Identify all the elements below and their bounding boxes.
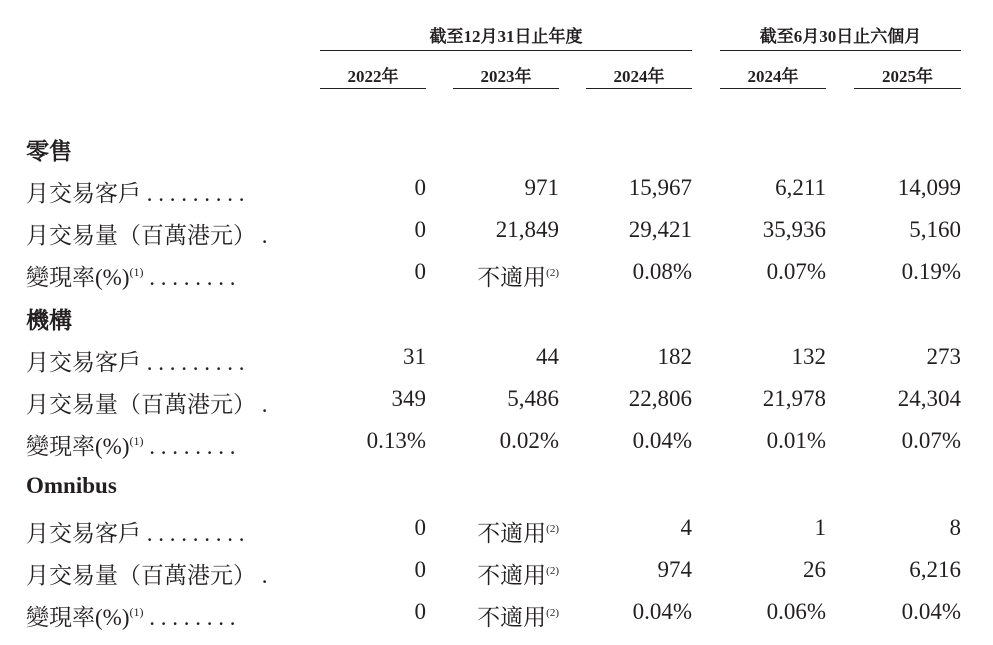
table-cell [898,386,961,412]
table-cell [536,344,559,370]
year-header-1: 2022年 [347,67,399,86]
cell-value: 15,967 [628,175,692,200]
table-cell [477,557,559,590]
table-cell [477,515,559,548]
cell-value: 21,849 [495,217,559,242]
cell-value: 0.08% [632,259,692,284]
year-header-2: 2023年 [480,67,532,86]
table-cell [767,259,826,285]
section-title: 機構 [26,308,72,333]
row-label-text: 月交易量（百萬港元） [26,392,256,417]
row-label-text: 變現率(%) [26,605,130,630]
dot-leader: . [256,392,268,417]
row-label-text: 月交易客戶 [26,350,141,375]
row-label-text: 月交易量（百萬港元） [26,223,256,248]
cell-value: 0 [414,599,426,624]
cell-value: 0.07% [901,428,961,453]
table-cell [902,428,961,454]
table-cell [909,557,961,583]
table-cell [415,599,427,625]
cell-value: 5,160 [909,217,961,242]
year-header-5-rule [854,88,961,89]
cell-value: 182 [657,344,692,369]
footnote-ref: (1) [129,265,144,279]
cell-value: 0.04% [632,599,692,624]
footnote-ref: (1) [129,605,144,619]
row-label [26,386,268,419]
table-cell [629,217,692,243]
cell-value: 0.13% [366,428,426,453]
cell-value: 0 [414,515,426,540]
footnote-ref: (2) [546,267,559,279]
cell-value: 0.07% [766,259,826,284]
cell-value: 971 [524,175,559,200]
table-cell [803,557,826,583]
cell-value: 974 [657,557,692,582]
table-cell [658,557,693,583]
cell-value: 5,486 [507,386,559,411]
table-cell [902,599,961,625]
row-label [26,557,268,590]
table-cell [767,599,826,625]
table-cell [763,217,826,243]
cell-value: 22,806 [628,386,692,411]
cell-value: 29,421 [628,217,692,242]
row-label [26,175,245,208]
year-header-3: 2024年 [613,67,665,86]
dot-leader: . . . . . . . . . [141,181,245,206]
cell-value: 31 [403,344,426,369]
table-cell [415,217,427,243]
cell-value: 不適用 [477,265,547,290]
table-cell [415,557,427,583]
year-header-4-rule [720,88,826,89]
row-label-text: 月交易客戶 [26,521,141,546]
table-cell [658,344,693,370]
dot-leader: . . . . . . . . . [141,521,245,546]
table-cell [909,217,961,243]
footnote-ref: (1) [129,434,144,448]
cell-value: 21,978 [762,386,826,411]
cell-value: 6,211 [775,175,826,200]
table-cell [792,344,827,370]
table-cell [525,175,560,201]
dot-leader: . [256,563,268,588]
header-group-halfyear-rule [720,50,961,51]
table-cell [815,515,827,541]
table-cell [629,386,692,412]
cell-value: 不適用 [477,563,547,588]
cell-value: 不適用 [477,521,547,546]
table-cell [681,515,693,541]
cell-value: 0.02% [499,428,559,453]
row-label-text: 變現率(%) [26,265,130,290]
table-cell [507,386,559,412]
table-cell [763,386,826,412]
cell-value: 0.01% [766,428,826,453]
cell-value: 44 [536,344,559,369]
dot-leader: . [256,223,268,248]
cell-value: 0.04% [901,599,961,624]
footnote-ref: (2) [546,523,559,535]
cell-value: 273 [926,344,961,369]
table-cell [902,259,961,285]
header-group-halfyear: 截至6月30日止六個月 [759,27,922,46]
row-label [26,217,268,250]
table-cell [950,515,962,541]
section-title: 零售 [26,139,72,164]
row-label [26,599,235,632]
cell-value: 1 [814,515,826,540]
cell-value: 8 [949,515,961,540]
cell-value: 132 [791,344,826,369]
cell-value: 不適用 [477,605,547,630]
table-cell [898,175,961,201]
cell-value: 0.06% [766,599,826,624]
table-cell [633,259,692,285]
cell-value: 0 [414,557,426,582]
cell-value: 0 [414,217,426,242]
footnote-ref: (2) [546,607,559,619]
table-cell [392,386,427,412]
table-cell [477,599,559,632]
row-label [26,428,235,461]
cell-value: 0.04% [632,428,692,453]
header-group-annual: 截至12月31日止年度 [429,27,583,46]
cell-value: 24,304 [897,386,961,411]
cell-value: 4 [680,515,692,540]
cell-value: 14,099 [897,175,961,200]
year-header-5: 2025年 [882,67,933,86]
table-cell [629,175,692,201]
row-label [26,259,235,292]
table-cell [477,259,559,292]
row-label-text: 月交易客戶 [26,181,141,206]
cell-value: 349 [391,386,426,411]
year-header-4: 2024年 [747,67,799,86]
row-label-text: 變現率(%) [26,434,130,459]
table-cell [415,515,427,541]
dot-leader: . . . . . . . . [143,265,236,290]
table-cell [633,599,692,625]
header-group-annual-rule [320,50,692,51]
table-cell [633,428,692,454]
dot-leader: . . . . . . . . . [141,350,245,375]
table-cell [415,175,427,201]
year-header-1-rule [320,88,426,89]
cell-value: 0 [414,259,426,284]
cell-value: 35,936 [762,217,826,242]
dot-leader: . . . . . . . . [143,434,236,459]
row-label [26,344,245,377]
cell-value: 26 [803,557,826,582]
table-cell [415,259,427,285]
table-cell [403,344,426,370]
row-label [26,515,245,548]
table-cell [500,428,559,454]
dot-leader: . . . . . . . . [143,605,236,630]
footnote-ref: (2) [546,565,559,577]
section-title: Omnibus [26,473,117,498]
cell-value: 0 [414,175,426,200]
cell-value: 0.19% [901,259,961,284]
table-cell [927,344,962,370]
table-cell [775,175,826,201]
table-cell [367,428,426,454]
table-cell [767,428,826,454]
table-cell [496,217,559,243]
row-label-text: 月交易量（百萬港元） [26,563,256,588]
cell-value: 6,216 [909,557,961,582]
year-header-3-rule [586,88,692,89]
year-header-2-rule [453,88,559,89]
